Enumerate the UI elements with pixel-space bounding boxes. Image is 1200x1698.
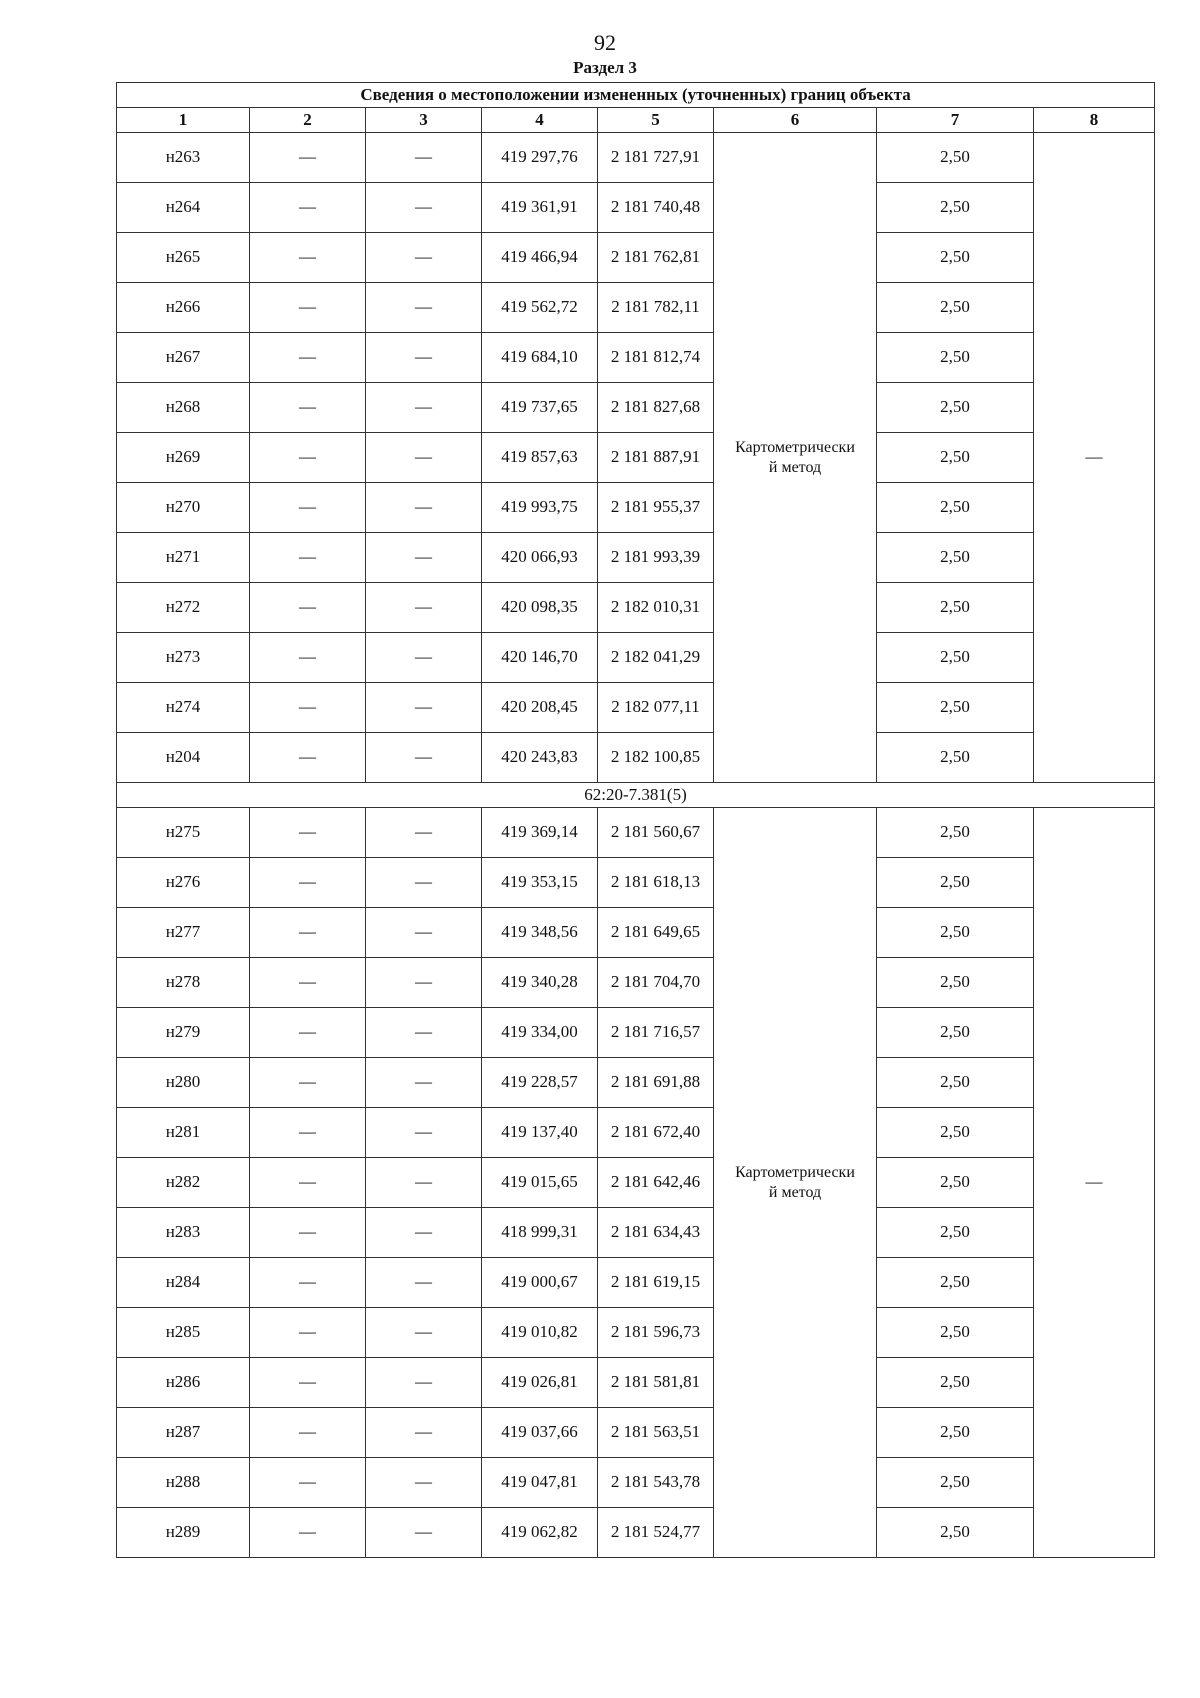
col3-cell: — [366,1158,482,1208]
point-name-cell: н268 [117,383,250,433]
table-row [117,1358,1155,1408]
table-row [117,1158,1155,1208]
table-row [117,1008,1155,1058]
x-coordinate-cell: 420 208,45 [482,683,598,733]
accuracy-cell: 2,50 [877,858,1034,908]
point-name-cell: н276 [117,858,250,908]
col3-cell: — [366,808,482,858]
table-row [117,333,1155,383]
accuracy-cell: 2,50 [877,333,1034,383]
column-header: 1 [117,108,250,133]
col2-cell: — [250,183,366,233]
accuracy-cell: 2,50 [877,683,1034,733]
col3-cell: — [366,1258,482,1308]
point-name-cell: н272 [117,583,250,633]
y-coordinate-cell: 2 181 560,67 [598,808,714,858]
col3-cell: — [366,683,482,733]
x-coordinate-cell: 419 015,65 [482,1158,598,1208]
accuracy-cell: 2,50 [877,1208,1034,1258]
x-coordinate-cell: 419 340,28 [482,958,598,1008]
col2-cell: — [250,1158,366,1208]
point-name-cell: н284 [117,1258,250,1308]
x-coordinate-cell: 419 228,57 [482,1058,598,1108]
parcel-group-label: 62:20-7.381(5) [117,783,1155,808]
col3-cell: — [366,233,482,283]
col3-cell: — [366,333,482,383]
x-coordinate-cell: 419 684,10 [482,333,598,383]
y-coordinate-cell: 2 181 596,73 [598,1308,714,1358]
x-coordinate-cell: 420 066,93 [482,533,598,583]
col2-cell: — [250,483,366,533]
point-name-cell: н285 [117,1308,250,1358]
column-header: 8 [1034,108,1155,133]
y-coordinate-cell: 2 181 716,57 [598,1008,714,1058]
point-name-cell: н286 [117,1358,250,1408]
col2-cell: — [250,633,366,683]
col2-cell: — [250,958,366,1008]
table-caption-row [117,83,1155,108]
col3-cell: — [366,483,482,533]
table-row [117,1508,1155,1558]
col2-cell: — [250,233,366,283]
x-coordinate-cell: 419 353,15 [482,858,598,908]
method-cell: Картометрически й метод [714,133,877,783]
col3-cell: — [366,1508,482,1558]
y-coordinate-cell: 2 181 634,43 [598,1208,714,1258]
col8-cell: — [1034,808,1155,1558]
accuracy-cell: 2,50 [877,383,1034,433]
point-name-cell: н283 [117,1208,250,1258]
col2-cell: — [250,1358,366,1408]
x-coordinate-cell: 420 146,70 [482,633,598,683]
table-row [117,1408,1155,1458]
table-caption: Сведения о местоположении измененных (уточненных) границ объекта [117,83,1155,108]
x-coordinate-cell: 419 026,81 [482,1358,598,1408]
parcel-group-row [117,783,1155,808]
accuracy-cell: 2,50 [877,1158,1034,1208]
col3-cell: — [366,1208,482,1258]
col2-cell: — [250,1308,366,1358]
y-coordinate-cell: 2 181 993,39 [598,533,714,583]
col2-cell: — [250,1208,366,1258]
x-coordinate-cell: 419 993,75 [482,483,598,533]
point-name-cell: н281 [117,1108,250,1158]
point-name-cell: н263 [117,133,250,183]
x-coordinate-cell: 419 369,14 [482,808,598,858]
col2-cell: — [250,683,366,733]
x-coordinate-cell: 419 037,66 [482,1408,598,1458]
table-row [117,383,1155,433]
col2-cell: — [250,1458,366,1508]
y-coordinate-cell: 2 181 704,70 [598,958,714,1008]
accuracy-cell: 2,50 [877,1308,1034,1358]
col2-cell: — [250,1108,366,1158]
accuracy-cell: 2,50 [877,808,1034,858]
accuracy-cell: 2,50 [877,233,1034,283]
col3-cell: — [366,1458,482,1508]
point-name-cell: н282 [117,1158,250,1208]
point-name-cell: н269 [117,433,250,483]
accuracy-cell: 2,50 [877,533,1034,583]
accuracy-cell: 2,50 [877,483,1034,533]
table-row [117,1308,1155,1358]
accuracy-cell: 2,50 [877,1458,1034,1508]
y-coordinate-cell: 2 181 642,46 [598,1158,714,1208]
accuracy-cell: 2,50 [877,133,1034,183]
col2-cell: — [250,733,366,783]
accuracy-cell: 2,50 [877,1408,1034,1458]
accuracy-cell: 2,50 [877,908,1034,958]
x-coordinate-cell: 420 243,83 [482,733,598,783]
col3-cell: — [366,1308,482,1358]
x-coordinate-cell: 419 348,56 [482,908,598,958]
point-name-cell: н271 [117,533,250,583]
y-coordinate-cell: 2 181 672,40 [598,1108,714,1158]
col2-cell: — [250,1258,366,1308]
column-header: 6 [714,108,877,133]
col3-cell: — [366,183,482,233]
column-header: 2 [250,108,366,133]
y-coordinate-cell: 2 181 782,11 [598,283,714,333]
col3-cell: — [366,1408,482,1458]
x-coordinate-cell: 419 000,67 [482,1258,598,1308]
y-coordinate-cell: 2 182 010,31 [598,583,714,633]
col3-cell: — [366,133,482,183]
y-coordinate-cell: 2 181 827,68 [598,383,714,433]
col2-cell: — [250,1058,366,1108]
x-coordinate-cell: 419 137,40 [482,1108,598,1158]
accuracy-cell: 2,50 [877,1008,1034,1058]
y-coordinate-cell: 2 181 649,65 [598,908,714,958]
x-coordinate-cell: 420 098,35 [482,583,598,633]
boundary-coordinates-table [116,82,1155,1558]
table-row [117,1258,1155,1308]
accuracy-cell: 2,50 [877,1358,1034,1408]
y-coordinate-cell: 2 181 812,74 [598,333,714,383]
col3-cell: — [366,858,482,908]
table-row [117,808,1155,858]
point-name-cell: н264 [117,183,250,233]
column-header-row [117,108,1155,133]
y-coordinate-cell: 2 181 740,48 [598,183,714,233]
point-name-cell: н266 [117,283,250,333]
point-name-cell: н270 [117,483,250,533]
point-name-cell: н280 [117,1058,250,1108]
y-coordinate-cell: 2 181 618,13 [598,858,714,908]
point-name-cell: н275 [117,808,250,858]
x-coordinate-cell: 419 361,91 [482,183,598,233]
x-coordinate-cell: 419 297,76 [482,133,598,183]
table-row [117,683,1155,733]
col2-cell: — [250,1508,366,1558]
table-row [117,1208,1155,1258]
table-row [117,533,1155,583]
x-coordinate-cell: 419 562,72 [482,283,598,333]
y-coordinate-cell: 2 181 543,78 [598,1458,714,1508]
accuracy-cell: 2,50 [877,183,1034,233]
x-coordinate-cell: 419 334,00 [482,1008,598,1058]
point-name-cell: н274 [117,683,250,733]
accuracy-cell: 2,50 [877,1108,1034,1158]
table-row [117,633,1155,683]
column-header: 7 [877,108,1034,133]
point-name-cell: н279 [117,1008,250,1058]
col2-cell: — [250,583,366,633]
y-coordinate-cell: 2 181 563,51 [598,1408,714,1458]
accuracy-cell: 2,50 [877,1258,1034,1308]
table-row [117,958,1155,1008]
column-header: 3 [366,108,482,133]
point-name-cell: н288 [117,1458,250,1508]
col3-cell: — [366,383,482,433]
point-name-cell: н204 [117,733,250,783]
col3-cell: — [366,633,482,683]
table-row [117,133,1155,183]
x-coordinate-cell: 418 999,31 [482,1208,598,1258]
x-coordinate-cell: 419 010,82 [482,1308,598,1358]
accuracy-cell: 2,50 [877,1058,1034,1108]
table-row [117,583,1155,633]
table-row [117,908,1155,958]
col2-cell: — [250,133,366,183]
col3-cell: — [366,1108,482,1158]
col2-cell: — [250,333,366,383]
column-header: 5 [598,108,714,133]
col3-cell: — [366,1058,482,1108]
col2-cell: — [250,1408,366,1458]
page-number: 92 [594,30,616,55]
y-coordinate-cell: 2 181 887,91 [598,433,714,483]
point-name-cell: н267 [117,333,250,383]
x-coordinate-cell: 419 466,94 [482,233,598,283]
accuracy-cell: 2,50 [877,958,1034,1008]
col2-cell: — [250,433,366,483]
table-row [117,183,1155,233]
table-row [117,233,1155,283]
y-coordinate-cell: 2 181 727,91 [598,133,714,183]
table-row [117,1458,1155,1508]
y-coordinate-cell: 2 182 041,29 [598,633,714,683]
col2-cell: — [250,1008,366,1058]
col2-cell: — [250,858,366,908]
col8-cell: — [1034,133,1155,783]
x-coordinate-cell: 419 062,82 [482,1508,598,1558]
col3-cell: — [366,283,482,333]
x-coordinate-cell: 419 857,63 [482,433,598,483]
accuracy-cell: 2,50 [877,433,1034,483]
col3-cell: — [366,1008,482,1058]
table-row [117,1058,1155,1108]
point-name-cell: н278 [117,958,250,1008]
y-coordinate-cell: 2 181 762,81 [598,233,714,283]
accuracy-cell: 2,50 [877,733,1034,783]
point-name-cell: н265 [117,233,250,283]
method-cell: Картометрически й метод [714,808,877,1558]
y-coordinate-cell: 2 181 524,77 [598,1508,714,1558]
col3-cell: — [366,733,482,783]
table-row [117,483,1155,533]
point-name-cell: н287 [117,1408,250,1458]
accuracy-cell: 2,50 [877,583,1034,633]
y-coordinate-cell: 2 181 619,15 [598,1258,714,1308]
col2-cell: — [250,908,366,958]
y-coordinate-cell: 2 181 691,88 [598,1058,714,1108]
accuracy-cell: 2,50 [877,633,1034,683]
column-header: 4 [482,108,598,133]
table-row [117,858,1155,908]
col3-cell: — [366,583,482,633]
point-name-cell: н289 [117,1508,250,1558]
col2-cell: — [250,383,366,433]
col3-cell: — [366,1358,482,1408]
table-row [117,283,1155,333]
y-coordinate-cell: 2 181 955,37 [598,483,714,533]
section-title: Раздел 3 [573,58,637,77]
y-coordinate-cell: 2 182 100,85 [598,733,714,783]
x-coordinate-cell: 419 047,81 [482,1458,598,1508]
col2-cell: — [250,283,366,333]
point-name-cell: н277 [117,908,250,958]
table-row [117,733,1155,783]
y-coordinate-cell: 2 182 077,11 [598,683,714,733]
col3-cell: — [366,433,482,483]
col3-cell: — [366,908,482,958]
point-name-cell: н273 [117,633,250,683]
col3-cell: — [366,533,482,583]
col2-cell: — [250,533,366,583]
col2-cell: — [250,808,366,858]
table-row [117,433,1155,483]
y-coordinate-cell: 2 181 581,81 [598,1358,714,1408]
accuracy-cell: 2,50 [877,283,1034,333]
accuracy-cell: 2,50 [877,1508,1034,1558]
col3-cell: — [366,958,482,1008]
x-coordinate-cell: 419 737,65 [482,383,598,433]
table-row [117,1108,1155,1158]
